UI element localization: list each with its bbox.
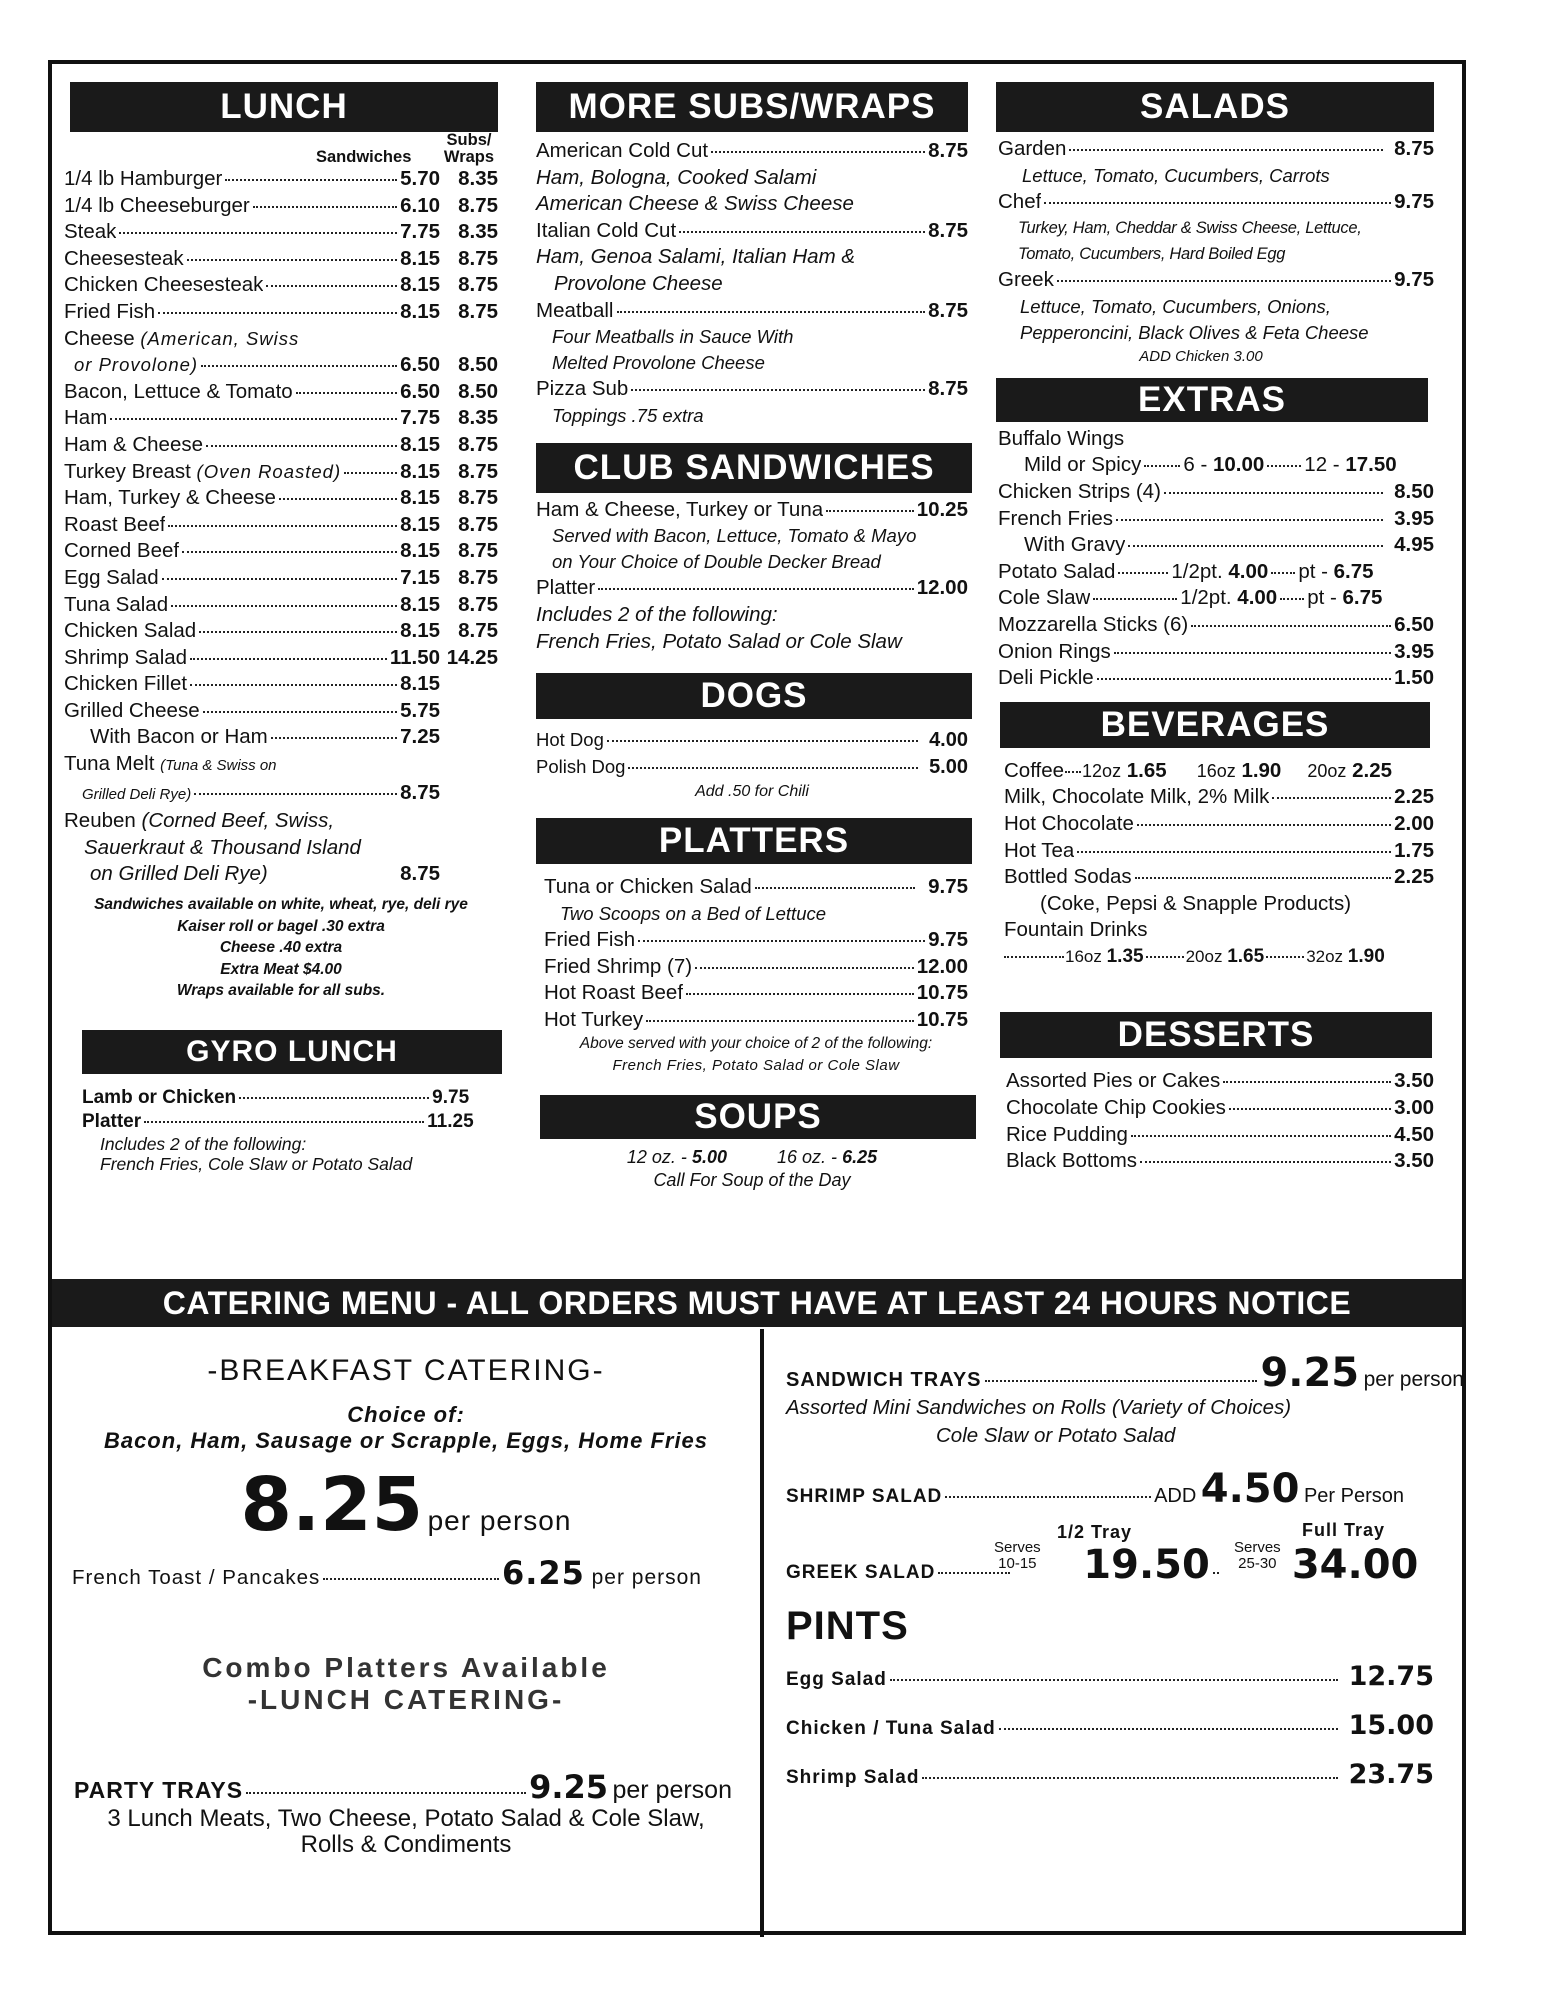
menu-item: Potato Salad 1/2pt. 4.00 pt - 6.75 xyxy=(998,559,1374,583)
menu-item: Chicken Fillet 8.15 xyxy=(64,671,498,698)
menu-item: Tuna or Chicken Salad 9.75 xyxy=(544,875,968,899)
price: 6.50 xyxy=(1394,612,1434,636)
extras-header: EXTRAS xyxy=(996,378,1428,422)
price-sub: 8.75 xyxy=(458,512,498,536)
gyro-header: GYRO LUNCH xyxy=(82,1030,502,1074)
gyro-list: Lamb or Chicken 9.75 Platter 11.25 Includes 2 of the following: French Fries, Cole Slaw or Potato Salad xyxy=(64,1086,494,1174)
menu-item: Fried Shrimp (7) 12.00 xyxy=(544,954,968,981)
party-trays-row: PARTY TRAYS 9.25 per person xyxy=(74,1768,732,1806)
menu-item: Tuna Salad 8.15 8.75 xyxy=(64,592,498,619)
menu-item: 16oz 1.35 20oz 1.65 32oz 1.90 xyxy=(1004,944,1434,971)
menu-item: Assorted Pies or Cakes 3.50 xyxy=(1006,1068,1434,1095)
lunch-notes: Sandwiches available on white, wheat, rye, deli rye Kaiser roll or bagel .30 extra Cheese .40 extra Extra Meat $4.00 Wraps available for all subs. xyxy=(94,896,468,1000)
menu-item: Fried Fish 8.15 8.75 xyxy=(64,299,498,326)
menu-item: Chicken Cheesesteak 8.15 8.75 xyxy=(64,272,498,299)
price: 8.15 xyxy=(400,246,440,270)
menu-item: Shrimp Salad 11.50 14.25 xyxy=(64,645,498,672)
menu-item: Hot Tea 1.75 xyxy=(1004,838,1434,865)
menu-item: Reuben (Corned Beef, Swiss, xyxy=(64,809,335,833)
price: 8.15 xyxy=(400,592,440,616)
price-sub: 8.75 xyxy=(458,592,498,616)
price: 8.15 xyxy=(400,432,440,456)
dessert-list xyxy=(998,1068,1434,1174)
menu-item: Grilled Cheese 5.75 xyxy=(64,698,498,725)
price: 8.15 xyxy=(400,299,440,323)
menu-item: Roast Beef 8.15 8.75 xyxy=(64,512,498,539)
lunch-list xyxy=(64,485,498,724)
price: 3.50 xyxy=(1394,1069,1434,1093)
menu-item: Ham & Cheese 8.15 8.75 xyxy=(64,432,498,459)
menu-item: Hot Roast Beef 10.75 xyxy=(544,980,968,1007)
platters-header: PLATTERS xyxy=(536,818,972,864)
price-sub: 8.75 xyxy=(458,486,498,510)
menu-item: or Provolone) 6.50 8.50 xyxy=(74,353,498,377)
menu-item: Tuna Melt (Tuna & Swiss on xyxy=(64,752,277,776)
menu-item: Chocolate Chip Cookies 3.00 xyxy=(1006,1095,1434,1122)
price-sub: 8.75 xyxy=(458,432,498,456)
menu-item: Cole Slaw 1/2pt. 4.00 pt - 6.75 xyxy=(998,586,1383,610)
menu-item: With Bacon or Ham 7.25 xyxy=(90,725,440,749)
col-wraps: Wraps xyxy=(443,148,495,166)
menu-item: With Gravy 4.95 xyxy=(1024,533,1434,557)
breakfast-price: 8.25 xyxy=(240,1462,424,1548)
lunch-header: LUNCH xyxy=(70,82,498,132)
price-sub: 14.25 xyxy=(446,645,498,669)
menu-page xyxy=(48,60,1466,1935)
menu-item: Hot Turkey 10.75 xyxy=(544,1007,968,1034)
price: 11.50 xyxy=(389,645,440,669)
menu-item: Turkey Breast (Oven Roasted) 8.15 8.75 xyxy=(64,459,498,483)
pint-list xyxy=(774,1661,1434,1790)
subs-column: MORE SUBS/WRAPS American Cold Cut 8.75 Ham, Bologna, Cooked Salami American Cheese & Swiss Cheese Italian Cold Cut 8.75 Ham, Genoa Salami, Italian Ham & Provolone Cheese Meatball 8.75 Four Meatballs in Sauce With Melted Provolone Cheese Pizza Sub 8.75 Toppings .75 extra CLUB SANDWICHES Ham & Cheese, Turkey or Tuna 10.25 Served with Bacon, Lettuce, Tomato & Mayo on Your Choice of Double Decker Bread Platter 12.00 Includes 2 of the following: French Fries, Potato Salad or Cole Slaw DOGS Hot Dog 4.00 Polish Dog 5.00 Add .50 for Chili PLATTERS Tuna or Chicken Salad 9.75 Two Scoops on a Bed of Lettuce Fried Fish 9.75 Fried Shrimp (7) 12.00 Hot Roast Beef 10.75 Hot Turkey 10.75 Above served with your choice of 2 of the following: French Fries, Potato Salad or Cole Slaw SOUPS 12 oz. - 5.00 16 oz. - 6.25 Call For Soup of the Day xyxy=(536,82,968,1191)
menu-item: Pizza Sub 8.75 xyxy=(536,377,968,401)
menu-item: Ham, Turkey & Cheese 8.15 8.75 xyxy=(64,485,498,512)
beverage-list xyxy=(1004,784,1434,890)
dogs-header: DOGS xyxy=(536,673,972,719)
menu-item: Egg Salad 7.15 8.75 xyxy=(64,565,498,592)
price: 8.15 xyxy=(400,619,440,643)
price: 8.15 xyxy=(400,273,440,297)
menu-item: Chicken Strips (4) 8.50 xyxy=(998,479,1434,503)
lunch-column: LUNCH Sandwiches Subs/ Wraps 1/4 lb Hamburger 5.70 8.35 1/4 lb Cheeseburger 6.10 8.75 Steak 7.75 8.35 Cheesesteak 8.15 8.75 Chicken Cheesesteak 8.15 8.75 Fried Fish 8.15 8.75 Cheese (American, Swiss or Provolone) 6.50 8.50 Bacon, Lettuce & Tomato 6.50 8.50 Ham 7.75 8.35 Ham & Cheese 8.15 8.75 Turkey Breast (Oven Roasted) 8.15 8.75 Ham, Turkey & Cheese 8.15 8.75 Roast Beef 8.15 8.75 Corned Beef 8.15 8.75 Egg Salad 7.15 8.75 Tuna Salad 8.15 8.75 Chicken Salad 8.15 8.75 Shrimp Salad 11.50 14.25 Chicken Fillet 8.15 Grilled Cheese 5.75 With Bacon or Ham 7.25 Tuna Melt (Tuna & Swiss on Grilled Deli Rye) 8.75 Reuben (Corned Beef, Swiss, Sauerkraut & Thousand Island on Grilled Deli Rye) 8.75 Sandwiches available on white, wheat, rye, deli rye Kaiser roll or bagel .30 extra Cheese .40 extra Extra Meat $4.00 Wraps available for all subs. GYRO LUNCH Lamb or Chicken 9.75 Platter 11.25 Includes 2 of the following: French Fries, Cole Slaw or Potato Salad xyxy=(64,82,498,1174)
price: 7.75 xyxy=(400,406,440,430)
menu-item: Ham & Cheese, Turkey or Tuna 10.25 xyxy=(536,497,968,521)
price: 6.10 xyxy=(400,193,440,217)
price: 7.75 xyxy=(400,220,440,244)
lunch-list xyxy=(64,379,498,459)
menu-item: Corned Beef 8.15 8.75 xyxy=(64,538,498,565)
subs-header: MORE SUBS/WRAPS xyxy=(536,82,968,132)
sandwich-trays-row: SANDWICH TRAYS 9.25 per person xyxy=(786,1350,1464,1396)
menu-item: Lamb or Chicken 9.75 xyxy=(82,1086,470,1108)
menu-item: Platter 11.25 xyxy=(82,1110,474,1132)
menu-item: Bacon, Lettuce & Tomato 6.50 8.50 xyxy=(64,379,498,406)
greek-salad-row: 1/2 Tray Full Tray Serves 10-15 Serves 25-30 GREEK SALAD 19.50 34.00 xyxy=(786,1520,1419,1588)
salads-column: SALADS Garden 8.75 Lettuce, Tomato, Cucumbers, Carrots Chef 9.75 Turkey, Ham, Cheddar & Swiss Cheese, Lettuce, Tomato, Cucumbers, Hard Boiled Egg Greek 9.75 Lettuce, Tomato, Cucumbers, Onions, Pepperoncini, Black Olives & Feta Cheese ADD Chicken 3.00 EXTRAS Buffalo Wings Mild or Spicy 6 - 10.00 12 - 17.50 Chicken Strips (4) 8.50 French Fries 3.95 With Gravy 4.95 Potato Salad 1/2pt. 4.00 pt - 6.75 Cole Slaw 1/2pt. 4.00 pt - 6.75 Mozzarella Sticks (6) 6.50 Onion Rings 3.95 Deli Pickle 1.50 BEVERAGES Coffee 12oz 1.65 16oz 1.90 20oz 2.25 Milk, Chocolate Milk, 2% Milk 2.25 Hot Chocolate 2.00 Hot Tea 1.75 Bottled Sodas 2.25 (Coke, Pepsi & Snapple Products) Fountain Drinks 16oz 1.35 20oz 1.65 32oz 1.90 DESSERTS Assorted Pies or Cakes 3.50 Chocolate Chip Cookies 3.00 Rice Pudding 4.50 Black Bottoms 3.50 xyxy=(998,82,1434,1175)
pint-item: Chicken / Tuna Salad 15.00 xyxy=(786,1710,1434,1741)
price-sub: 8.75 xyxy=(458,299,498,323)
col-sandwiches: Sandwiches xyxy=(316,148,412,166)
menu-item: Milk, Chocolate Milk, 2% Milk 2.25 xyxy=(1004,784,1434,811)
menu-item: Deli Pickle 1.50 xyxy=(998,665,1434,692)
price: 6.50 xyxy=(400,379,440,403)
menu-item: Platter 12.00 xyxy=(536,576,968,600)
menu-item: Hot Dog 4.00 xyxy=(536,729,968,752)
lunch-catering-title: -LUNCH CATERING- xyxy=(247,1684,565,1715)
french-toast-row: French Toast / Pancakes 6.25 per person xyxy=(72,1554,702,1592)
beverages-header: BEVERAGES xyxy=(1000,702,1430,748)
menu-item: Meatball 8.75 xyxy=(536,298,968,322)
menu-item: Chef 9.75 xyxy=(998,189,1434,213)
desserts-header: DESSERTS xyxy=(1000,1012,1432,1058)
menu-item: Black Bottoms 3.50 xyxy=(1006,1148,1434,1175)
shrimp-salad-row: SHRIMP SALAD ADD 4.50 Per Person xyxy=(786,1466,1404,1512)
lunch-list xyxy=(64,166,498,326)
price: 8.15 xyxy=(400,512,440,536)
catering-left: -BREAKFAST CATERING- Choice of: Bacon, Ham, Sausage or Scrapple, Eggs, Home Fries 8.25 per person French Toast / Pancakes 6.25 per person Combo Platters Available -LUNCH CATERING- PARTY TRAYS 9.25 per person 3 Lunch Meats, Two Cheese, Potato Salad & Cole Slaw, Rolls & Condiments xyxy=(52,1340,760,1858)
extras-list xyxy=(998,612,1434,692)
club-header: CLUB SANDWICHES xyxy=(536,443,972,493)
catering-right: SANDWICH TRAYS 9.25 per person Assorted Mini Sandwiches on Rolls (Variety of Choices) Cole Slaw or Potato Salad SHRIMP SALAD ADD 4.50 Per Person 1/2 Tray Full Tray Serves 10-15 Serves 25-30 GREEK SALAD 19.50 34.00 PINTS Egg Salad 12.75 Chicken / Tuna Salad 15.00 Shrimp Salad 23.75 xyxy=(774,1340,1464,1808)
price-sub: 8.75 xyxy=(458,619,498,643)
price: 10.75 xyxy=(916,1007,968,1031)
price: 2.25 xyxy=(1394,865,1434,889)
price-sub: 8.35 xyxy=(458,167,498,190)
price-sub: 8.75 xyxy=(458,193,498,217)
menu-item: Garden 8.75 xyxy=(998,137,1434,160)
menu-item: 1/4 lb Hamburger 5.70 8.35 xyxy=(64,166,498,193)
price: 7.15 xyxy=(400,565,440,589)
price: 10.75 xyxy=(916,981,968,1005)
price: 8.15 xyxy=(400,672,440,696)
price: 2.00 xyxy=(1394,811,1434,835)
menu-item: Polish Dog 5.00 xyxy=(536,755,968,778)
menu-item: Greek 9.75 xyxy=(998,268,1434,292)
menu-item: Grilled Deli Rye) 8.75 xyxy=(82,780,440,804)
price: 8.15 xyxy=(400,486,440,510)
price: 12.00 xyxy=(916,954,968,978)
menu-item: Rice Pudding 4.50 xyxy=(1006,1122,1434,1149)
pint-price: 23.75 xyxy=(1348,1759,1434,1790)
price: 3.95 xyxy=(1394,639,1434,663)
menu-item: Hot Chocolate 2.00 xyxy=(1004,811,1434,838)
price: 9.75 xyxy=(928,927,968,951)
price: 4.50 xyxy=(1394,1122,1434,1146)
menu-item: Italian Cold Cut 8.75 xyxy=(536,218,968,242)
breakfast-title: -BREAKFAST CATERING- xyxy=(207,1354,605,1387)
price: 3.50 xyxy=(1394,1149,1434,1173)
price-sub: 8.75 xyxy=(458,565,498,589)
menu-item: American Cold Cut 8.75 xyxy=(536,139,968,162)
menu-item: 1/4 lb Cheeseburger 6.10 8.75 xyxy=(64,193,498,220)
menu-item: Cheesesteak 8.15 8.75 xyxy=(64,246,498,273)
price-sub: 8.75 xyxy=(458,246,498,270)
menu-item: French Fries 3.95 xyxy=(998,506,1434,530)
price-sub: 8.50 xyxy=(458,379,498,403)
pints-title: PINTS xyxy=(786,1604,909,1648)
menu-item: Onion Rings 3.95 xyxy=(998,639,1434,666)
price: 5.70 xyxy=(400,167,440,190)
menu-item: Bottled Sodas 2.25 xyxy=(1004,864,1434,891)
menu-item: Fried Fish 9.75 xyxy=(544,927,968,954)
menu-item: Steak 7.75 8.35 xyxy=(64,219,498,246)
pint-price: 15.00 xyxy=(1348,1710,1434,1741)
price-sub: 8.75 xyxy=(458,539,498,563)
col-subs: Subs/ xyxy=(446,131,492,149)
menu-item: Mild or Spicy 6 - 10.00 12 - 17.50 xyxy=(1024,453,1397,477)
menu-item: Ham 7.75 8.35 xyxy=(64,405,498,432)
price: 8.15 xyxy=(400,539,440,563)
price: 1.75 xyxy=(1394,838,1434,862)
price-sub: 8.75 xyxy=(458,273,498,297)
pint-item: Egg Salad 12.75 xyxy=(786,1661,1434,1692)
price-sub: 8.35 xyxy=(458,406,498,430)
platter-list xyxy=(544,927,968,1033)
price: 2.25 xyxy=(1394,785,1434,809)
menu-item: Chicken Salad 8.15 8.75 xyxy=(64,618,498,645)
menu-item: Cheese (American, Swiss xyxy=(64,326,300,350)
price: 5.75 xyxy=(400,698,440,722)
salads-header: SALADS xyxy=(996,82,1434,132)
menu-item: Coffee 12oz 1.65 16oz 1.90 20oz 2.25 xyxy=(1004,758,1392,782)
price: 3.00 xyxy=(1394,1096,1434,1120)
pint-price: 12.75 xyxy=(1348,1661,1434,1692)
catering-divider xyxy=(760,1329,764,1937)
price-sub: 8.35 xyxy=(458,220,498,244)
price: 1.50 xyxy=(1394,666,1434,690)
menu-item: Mozzarella Sticks (6) 6.50 xyxy=(998,612,1434,639)
pint-item: Shrimp Salad 23.75 xyxy=(786,1759,1434,1790)
catering-banner: CATERING MENU - ALL ORDERS MUST HAVE AT LEAST 24 HOURS NOTICE xyxy=(52,1279,1462,1327)
soups-header: SOUPS xyxy=(540,1095,976,1139)
